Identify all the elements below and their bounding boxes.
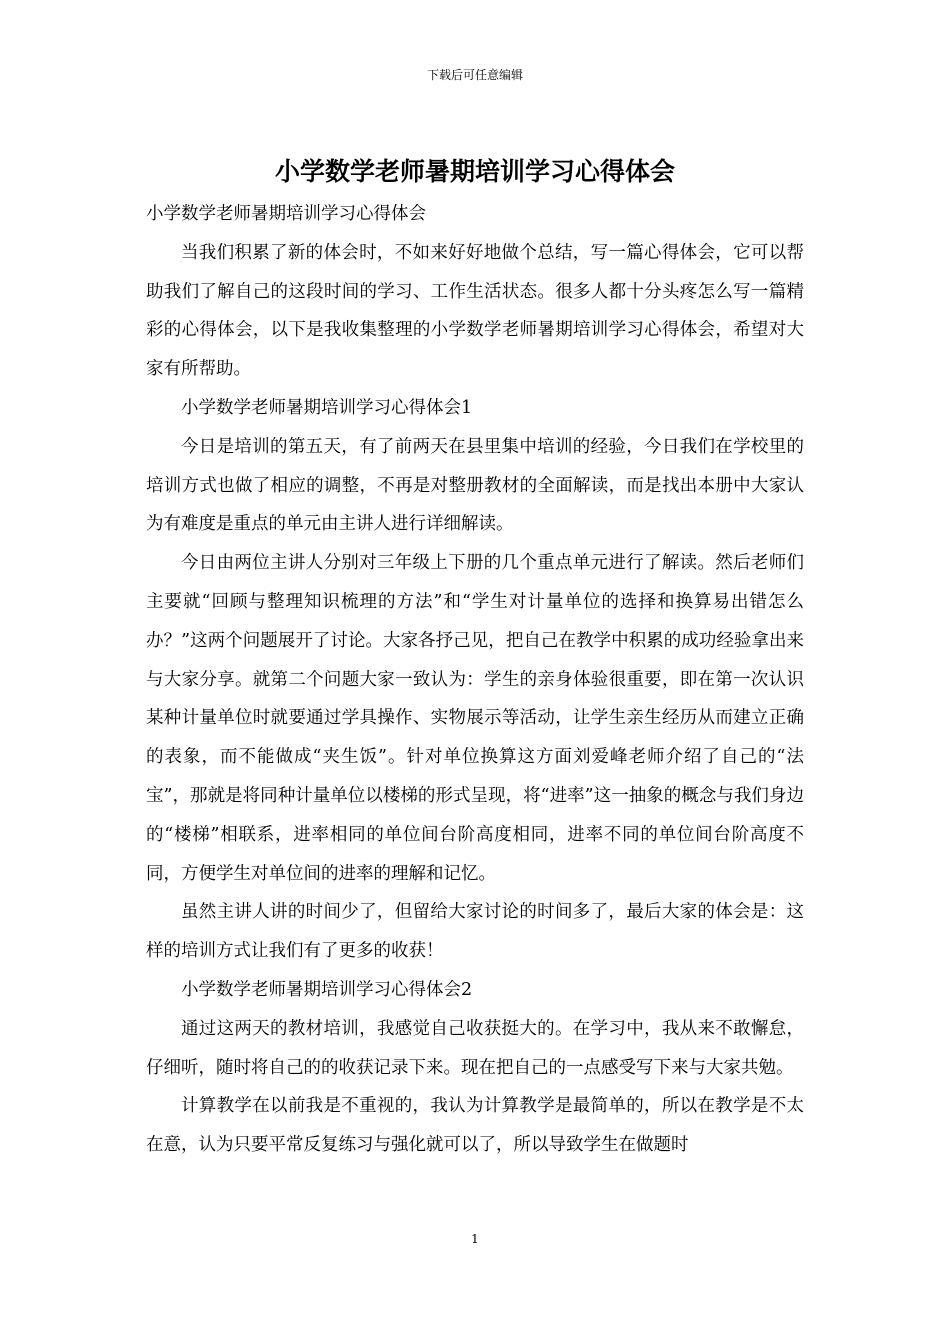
intro-paragraph: 当我们积累了新的体会时，不如来好好地做个总结，写一篇心得体会，它可以帮助我们了解自己的这段时间的学习、工作生活状态。很多人都十分头疼怎么写一篇精彩的心得体会，以下是我收集整理的小学数学老师暑期培训学习心得体会，希望对大家有所帮助。 <box>146 242 804 380</box>
body-paragraph: 虽然主讲人讲的时间少了，但留给大家讨论的时间多了，最后大家的体会是：这样的培训方式让我们有了更多的收获！ <box>146 902 804 962</box>
section-heading-2: 小学数学老师暑期培训学习心得体会2 <box>181 979 473 1000</box>
body-paragraph: 计算教学在以前我是不重视的，我认为计算教学是最简单的，所以在教学是不太在意，认为只要平常反复练习与强化就可以了，所以导致学生在做题时 <box>146 1096 804 1156</box>
section-heading-1: 小学数学老师暑期培训学习心得体会1 <box>181 397 473 418</box>
document-body <box>146 195 804 1165</box>
subtitle: 小学数学老师暑期培训学习心得体会 <box>146 204 426 224</box>
body-paragraph: 通过这两天的教材培训，我感觉自己收获挺大的。在学习中，我从来不敢懈怠，仔细听，随时将自己的的收获记录下来。现在把自己的一点感受写下来与大家共勉。 <box>146 1018 804 1078</box>
header-note: 下载后可任意编辑 <box>426 68 523 82</box>
body-paragraph: 今日由两位主讲人分别对三年级上下册的几个重点单元进行了解读。然后老师们主要就“回顾与整理知识梳理的方法”和“学生对计量单位的选择和换算易出错怎么办？”这两个问题展开了讨论。大家各抒己见，把自己在教学中积累的成功经验拿出来与大家分享。就第二个问题大家一致认为：学生的亲身体验很重要，即在第一次认识某种计量单位时就要通过学具操作、实物展示等活动，让学生亲生经历从而建立正确的表象，而不能做成“夹生饭”。针对单位换算这方面刘爱峰老师介绍了自己的“法宝”，那就是将同种计量单位以楼梯的形式呈现，将“进率”这一抽象的概念与我们身边的“楼梯”相联系，进率相同的单位间台阶高度相同，进率不同的单位间台阶高度不同，方便学生对单位间的进率的理解和记忆。 <box>146 553 804 884</box>
body-paragraph: 今日是培训的第五天，有了前两天在县里集中培训的经验，今日我们在学校里的培训方式也做了相应的调整，不再是对整册教材的全面解读，而是找出本册中大家认为有难度是重点的单元由主讲人进行详细解读。 <box>146 436 804 535</box>
page-number: 1 <box>471 1232 479 1246</box>
document-title: 小学数学老师暑期培训学习心得体会 <box>274 157 675 186</box>
